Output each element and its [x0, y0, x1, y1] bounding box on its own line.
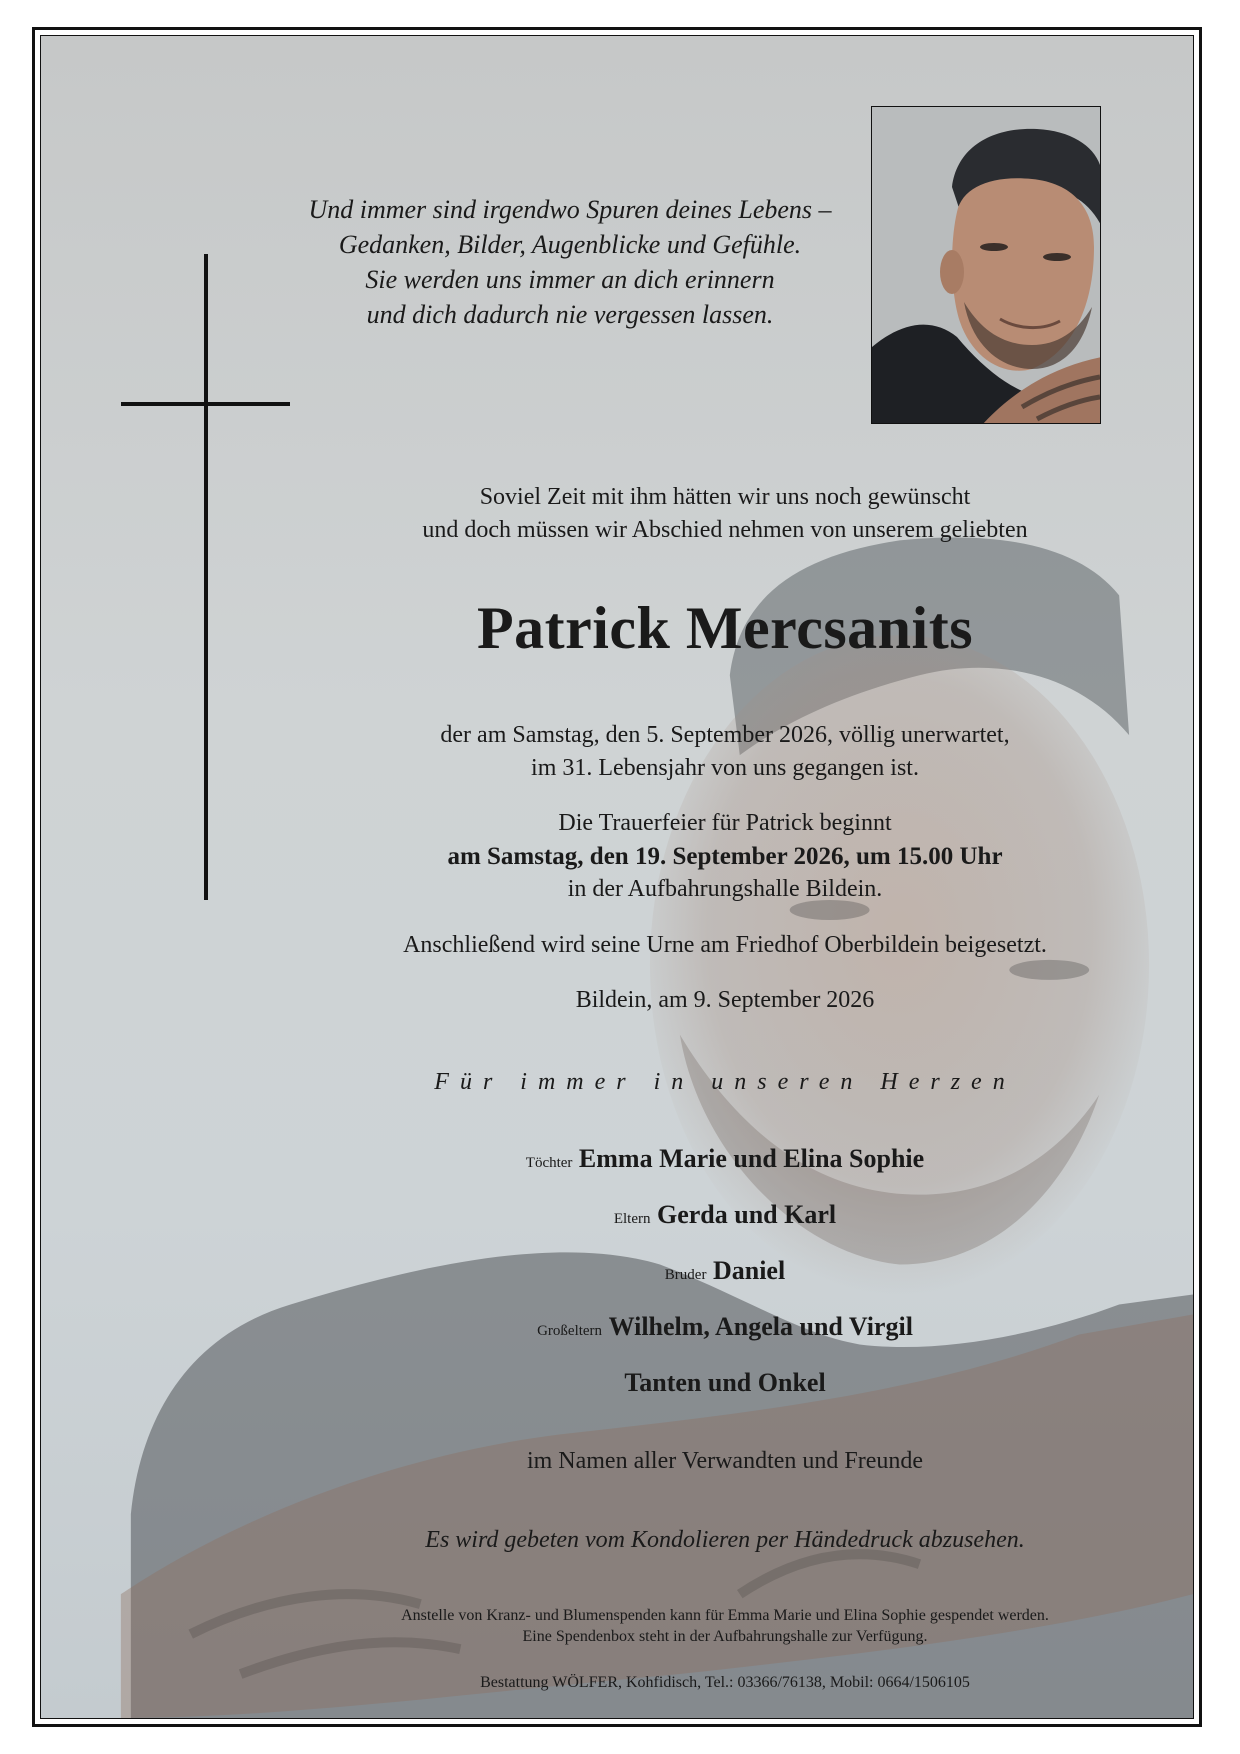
intro-line: und doch müssen wir Abschied nehmen von unserem geliebten — [422, 517, 1028, 543]
funeral-info — [325, 807, 1125, 906]
condolence-request: Es wird gebeten vom Kondolieren per Händedruck abzusehen. — [425, 1527, 1025, 1553]
death-notice — [325, 719, 1125, 785]
funeral-date: am Samstag, den 19. September 2026, um 15.00 Uhr — [447, 843, 1003, 870]
family-line-parents — [325, 1198, 1125, 1236]
family-line-brother — [325, 1254, 1125, 1292]
intro-line: Soviel Zeit mit ihm hätten wir uns noch gewünscht — [479, 484, 971, 510]
intro-text — [325, 481, 1125, 547]
poem-line: Und immer sind irgendwo Spuren deines Lebens – — [308, 195, 832, 224]
family-line-aunts-uncles — [325, 1366, 1125, 1400]
donation-note — [300, 1605, 1150, 1647]
portrait-photo — [871, 106, 1101, 424]
undertaker-contact: Bestattung WÖLFER, Kohfidisch, Tel.: 03366/76138, Mobil: 0664/1506105 — [480, 1674, 970, 1691]
poem — [270, 192, 870, 332]
family-role: Bruder — [664, 1267, 707, 1283]
family-role: Töchter — [525, 1155, 573, 1171]
donation-line: Anstelle von Kranz- und Blumenspenden kann für Emma Marie und Elina Sophie gespendet werden. — [401, 1607, 1049, 1624]
family-line-daughters — [325, 1142, 1125, 1180]
deceased-name: Patrick Mercsanits — [476, 595, 974, 661]
family-names: Tanten und Onkel — [624, 1368, 826, 1397]
family-role: Eltern — [613, 1211, 651, 1227]
family-line-grandparents — [325, 1310, 1125, 1348]
on-behalf-text: im Namen aller Verwandten und Freunde — [526, 1448, 924, 1474]
family-names: Emma Marie und Elina Sophie — [578, 1144, 925, 1173]
death-line: im 31. Lebensjahr von uns gegangen ist. — [531, 755, 919, 781]
cross-vertical-bar — [204, 254, 208, 900]
funeral-line: Die Trauerfeier für Patrick beginnt — [558, 810, 892, 836]
motto: Für immer in unseren Herzen — [434, 1069, 1016, 1095]
urn-burial-text: Anschließend wird seine Urne am Friedhof Oberbildein beigesetzt. — [403, 932, 1047, 958]
funeral-location: in der Aufbahrungshalle Bildein. — [567, 876, 883, 902]
place-date: Bildein, am 9. September 2026 — [575, 987, 875, 1013]
donation-line: Eine Spendenbox steht in der Aufbahrungshalle zur Verfügung. — [522, 1628, 928, 1645]
family-names: Gerda und Karl — [657, 1200, 837, 1229]
family-names: Wilhelm, Angela und Virgil — [608, 1312, 913, 1341]
death-line: der am Samstag, den 5. September 2026, völlig unerwartet, — [440, 722, 1010, 748]
poem-line: Gedanken, Bilder, Augenblicke und Gefühle. — [338, 230, 802, 259]
portrait-image — [872, 107, 1101, 424]
poem-line: Sie werden uns immer an dich erinnern — [365, 265, 775, 294]
poem-line: und dich dadurch nie vergessen lassen. — [366, 300, 774, 329]
cross-horizontal-bar — [121, 402, 290, 406]
family-names: Daniel — [712, 1256, 786, 1285]
family-role: Großeltern — [537, 1323, 603, 1339]
